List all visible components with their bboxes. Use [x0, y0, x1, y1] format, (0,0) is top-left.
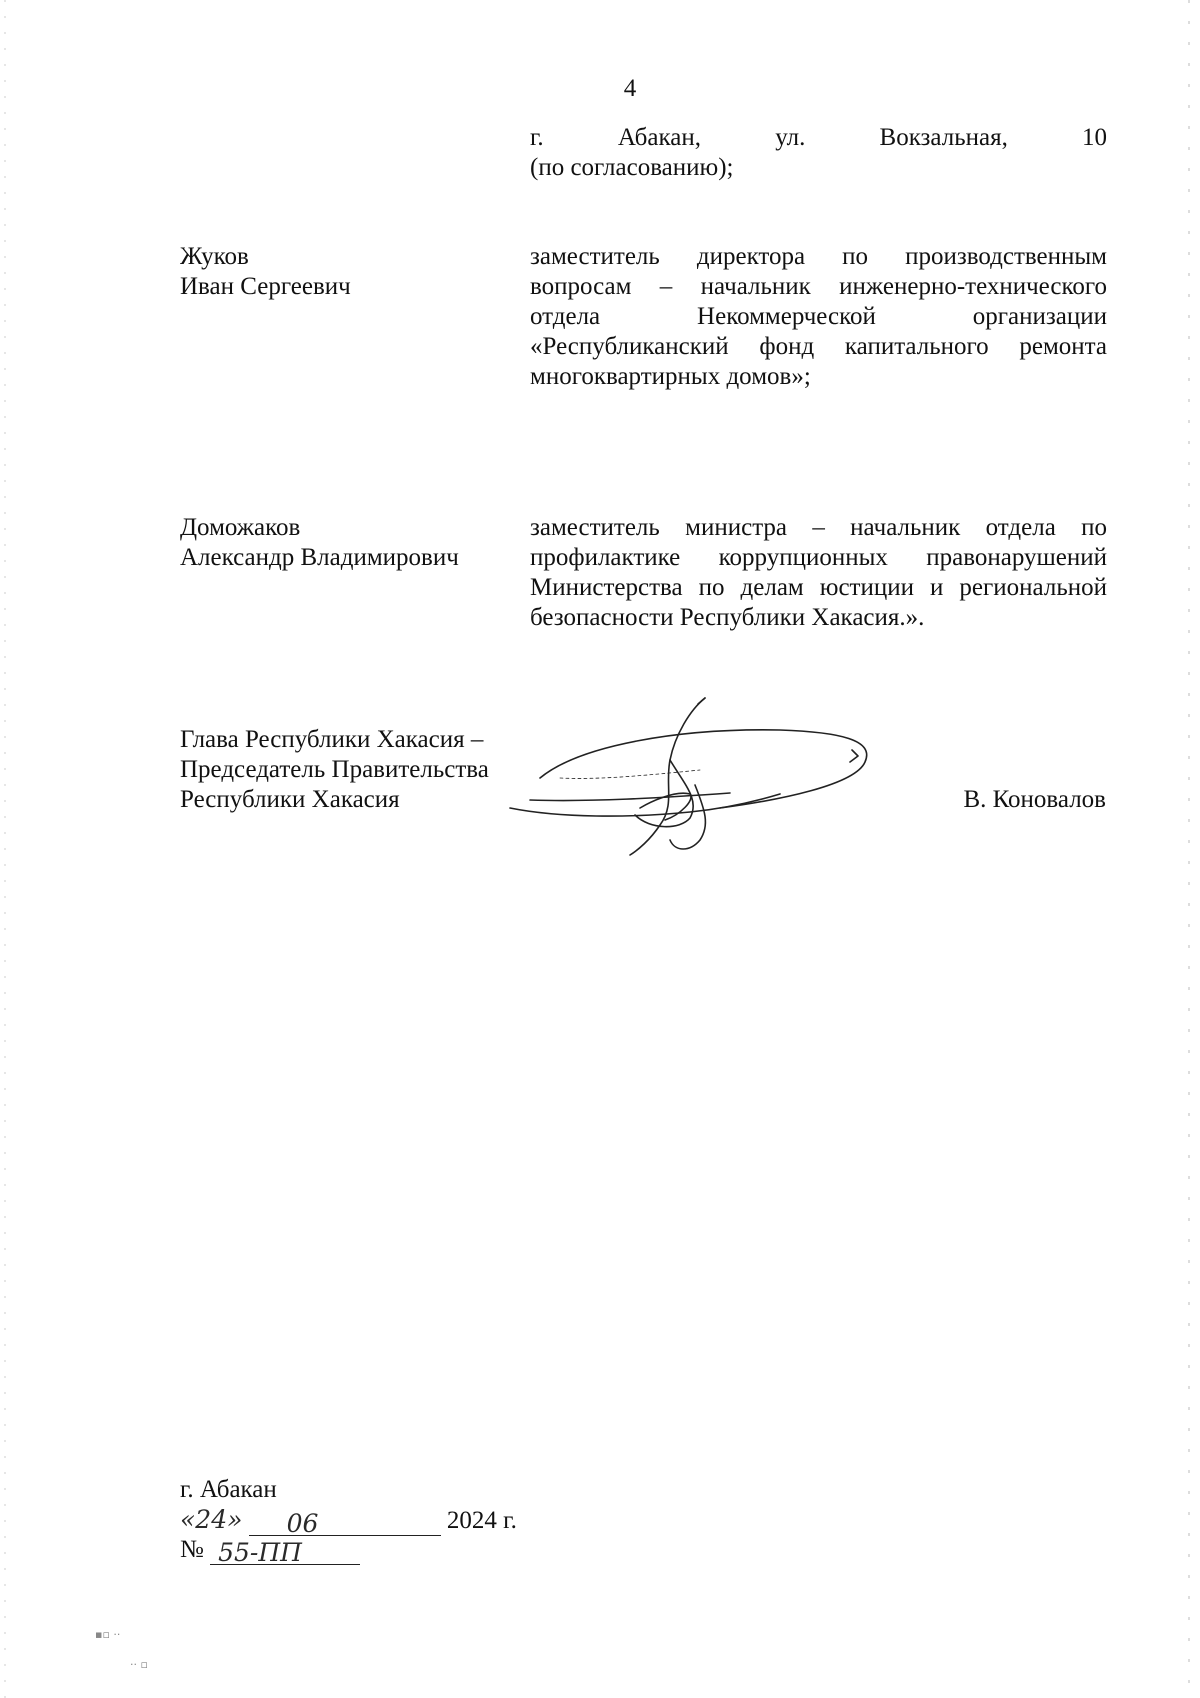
date-day: 24 — [195, 1505, 228, 1534]
number-field — [210, 1538, 360, 1565]
position-line: вопросам – начальник инженерно-технического — [530, 273, 1107, 300]
position-line: профилактике коррупционных правонарушений — [530, 544, 1107, 571]
date-year: 2024 г. — [446, 1507, 517, 1534]
member-given-names: Александр Владимирович — [180, 544, 459, 571]
continued-address — [530, 123, 1107, 183]
member-position-domozhakov — [530, 513, 1107, 633]
member-name-domozhakov — [180, 513, 510, 573]
position-line-last: многоквартирных домов»; — [530, 363, 811, 390]
address-line-2: (по согласованию); — [530, 154, 734, 181]
scan-edge-left — [4, 0, 6, 1698]
date-month: 06 — [286, 1509, 319, 1538]
member-surname: Жуков — [180, 243, 249, 270]
member-surname: Доможаков — [180, 514, 301, 541]
handwritten-signature — [500, 690, 890, 860]
position-line: Министерства по делам юстиции и региональной — [530, 574, 1107, 601]
footer-number — [180, 1535, 500, 1565]
signatory-title-line: Председатель Правительства — [180, 756, 489, 783]
document-footer — [180, 1475, 517, 1567]
signer-name: В. Коновалов — [963, 786, 1106, 813]
position-line: заместитель министра – начальник отдела по — [530, 514, 1107, 541]
member-name-zhukov — [180, 242, 510, 302]
signatory-title-line: Глава Республики Хакасия – — [180, 726, 484, 753]
address-line-1: г. Абакан, ул. Вокзальная, 10 — [530, 124, 1108, 151]
page-number: 4 — [623, 75, 637, 102]
scan-edge-right — [1188, 0, 1190, 1698]
number-sign: № — [180, 1536, 204, 1563]
position-line: «Республиканский фонд капитального ремонта — [530, 333, 1107, 360]
position-line: отдела Некоммерческой организации — [530, 303, 1107, 330]
footer-city: г. Абакан — [180, 1476, 277, 1503]
date-month-field — [249, 1509, 441, 1536]
footer-date: «24» 06 2024 г. — [180, 1505, 517, 1538]
member-given-names: Иван Сергеевич — [180, 273, 351, 300]
position-line-last: безопасности Республики Хакасия.». — [530, 604, 925, 631]
number-value: 55-ПП — [218, 1538, 302, 1567]
position-line: заместитель директора по производственным — [530, 243, 1107, 270]
signatory-title-line: Республики Хакасия — [180, 786, 400, 813]
scan-artifact: ▪▫ ·· ·· ▫ — [95, 1628, 148, 1671]
member-position-zhukov — [530, 242, 1107, 392]
signatory-title — [180, 725, 510, 815]
